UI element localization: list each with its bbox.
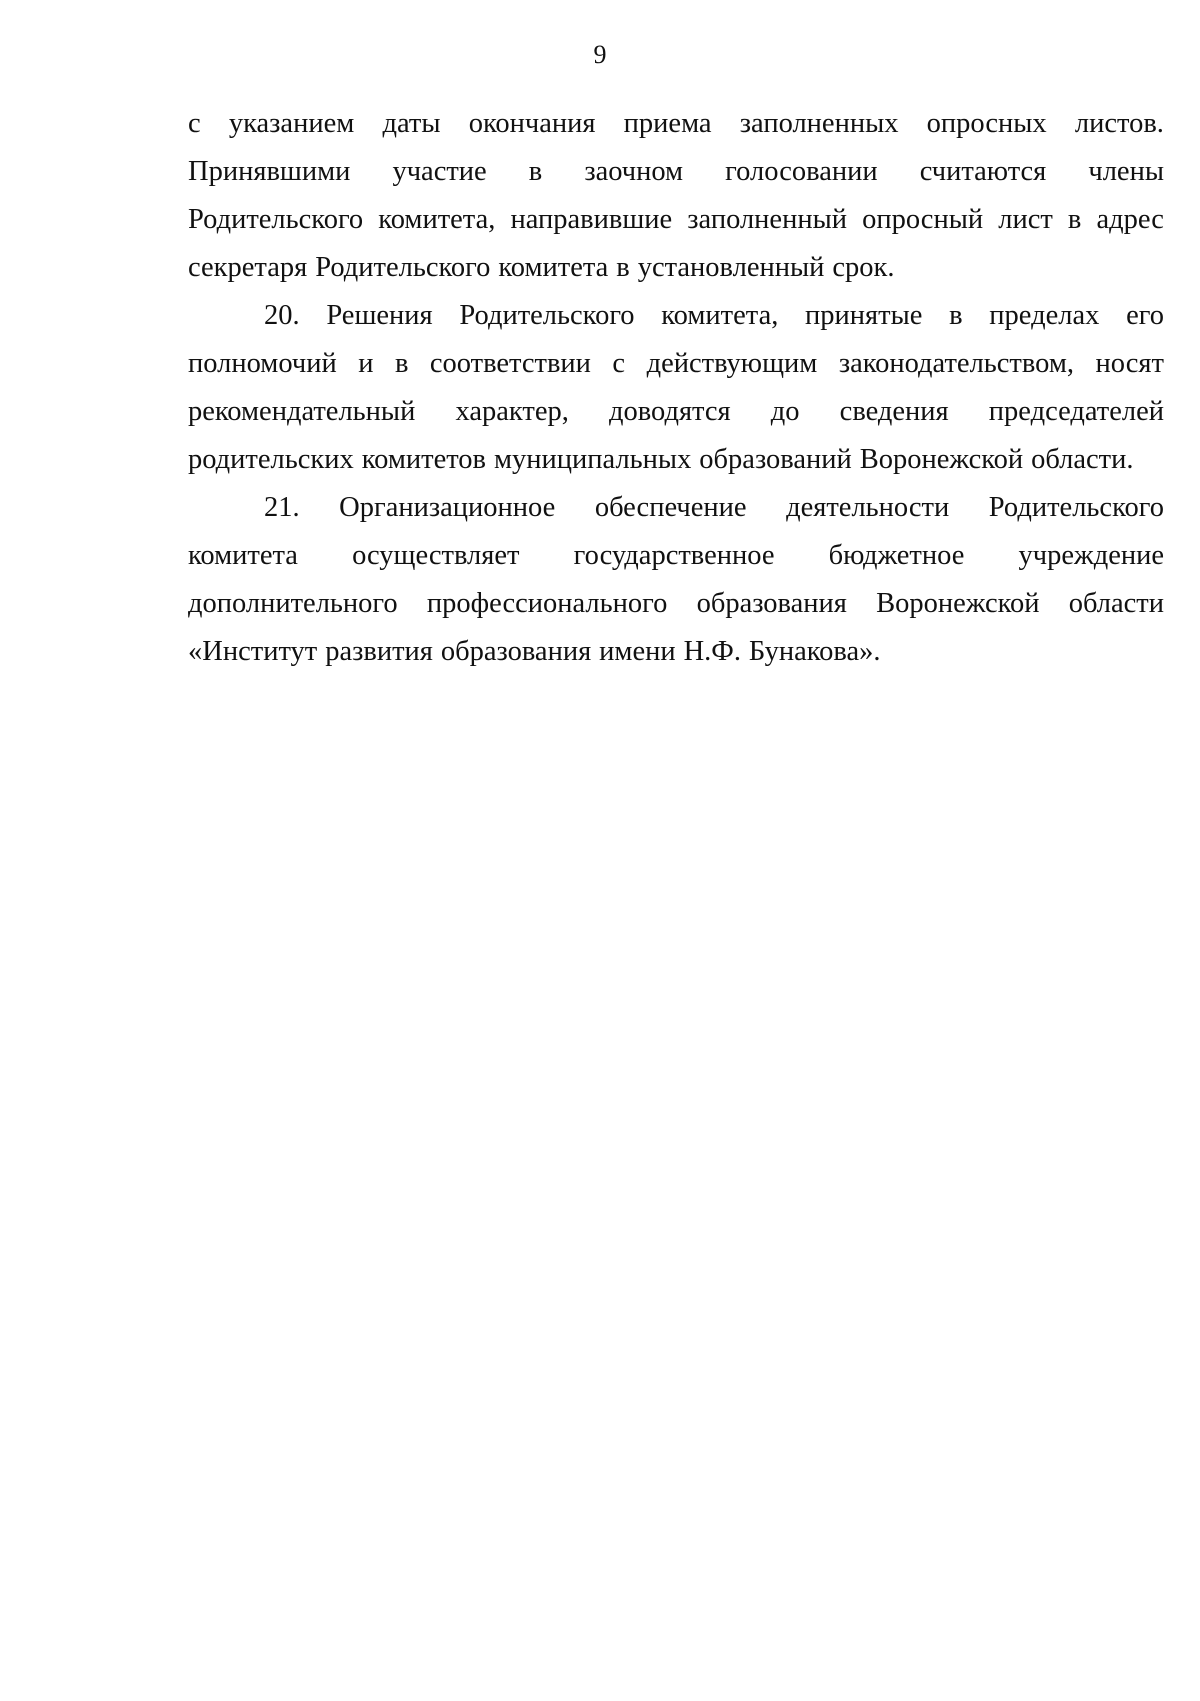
text-line <box>188 484 1164 532</box>
word: Родительского <box>315 252 491 283</box>
word: направившие <box>510 204 673 235</box>
word: образований <box>699 444 852 475</box>
word: лист <box>998 204 1053 235</box>
word: «Институт <box>188 636 318 667</box>
word: в <box>1067 204 1082 235</box>
word: государственное <box>573 540 775 571</box>
word: с <box>188 108 201 139</box>
word: комитетов <box>361 444 487 475</box>
word: комитета <box>498 252 609 283</box>
word: окончания <box>468 108 596 139</box>
text-line <box>188 436 1164 484</box>
word: до <box>770 396 800 427</box>
text-line <box>188 388 1164 436</box>
word: заполненных <box>739 108 899 139</box>
word: и <box>358 348 374 379</box>
word: его <box>1126 300 1164 331</box>
word: учреждение <box>1018 540 1164 571</box>
word: Организационное <box>339 492 556 523</box>
word: приема <box>623 108 712 139</box>
text-line <box>188 532 1164 580</box>
word: заполненный <box>687 204 847 235</box>
word: листов. <box>1074 108 1164 139</box>
word: деятельности <box>786 492 950 523</box>
text-line <box>188 244 1164 292</box>
text-line <box>188 580 1164 628</box>
word: осуществляет <box>352 540 520 571</box>
document-body <box>188 100 1164 676</box>
word: Родительского <box>988 492 1164 523</box>
text-line <box>188 148 1164 196</box>
word: имени <box>599 636 676 667</box>
word: дополнительного <box>188 588 398 619</box>
word: обеспечение <box>594 492 747 523</box>
text-line <box>188 196 1164 244</box>
word: полномочий <box>188 348 337 379</box>
word: образования <box>440 636 592 667</box>
word: действующим <box>646 348 818 379</box>
word: комитета, <box>661 300 779 331</box>
word: пределах <box>989 300 1100 331</box>
word: рекомендательный <box>188 396 416 427</box>
text-line <box>188 628 1164 676</box>
word: Родительского <box>188 204 364 235</box>
word: Родительского <box>459 300 635 331</box>
page-number: 9 <box>593 40 607 69</box>
text-line <box>188 340 1164 388</box>
word: принятые <box>805 300 923 331</box>
word: носят <box>1095 348 1164 379</box>
word: 21. <box>264 492 300 523</box>
word: комитета, <box>378 204 496 235</box>
word: даты <box>382 108 441 139</box>
word: Н.Ф. <box>683 636 741 667</box>
word: характер, <box>455 396 569 427</box>
word: председателей <box>988 396 1164 427</box>
word: Воронежской <box>876 588 1040 619</box>
word: считаются <box>919 156 1047 187</box>
word: адрес <box>1096 204 1164 235</box>
word: участие <box>392 156 487 187</box>
word: сведения <box>839 396 949 427</box>
word: опросных <box>926 108 1047 139</box>
word: муниципальных <box>494 444 692 475</box>
word: доводятся <box>609 396 731 427</box>
word: профессионального <box>426 588 668 619</box>
word: в <box>949 300 963 331</box>
word: в <box>528 156 543 187</box>
word: соответствии <box>429 348 591 379</box>
word: комитета <box>188 540 298 571</box>
word: голосовании <box>725 156 878 187</box>
word: развития <box>325 636 433 667</box>
word: срок. <box>832 252 895 283</box>
word: Решения <box>326 300 433 331</box>
word: установленный <box>637 252 825 283</box>
word: Воронежской <box>859 444 1024 475</box>
word: 20. <box>264 300 300 331</box>
word: области <box>1068 588 1164 619</box>
word: Принявшими <box>188 156 351 187</box>
word: законодательством, <box>838 348 1075 379</box>
text-line <box>188 292 1164 340</box>
word: бюджетное <box>828 540 965 571</box>
word: опросный <box>862 204 984 235</box>
word: члены <box>1088 156 1164 187</box>
word: с <box>612 348 626 379</box>
word: родительских <box>188 444 354 475</box>
word: области. <box>1031 444 1134 475</box>
word: секретаря <box>188 252 308 283</box>
word: образования <box>696 588 847 619</box>
word: в <box>616 252 630 283</box>
text-line <box>188 100 1164 148</box>
word: в <box>394 348 409 379</box>
word: Бунакова». <box>748 636 881 667</box>
word: указанием <box>228 108 355 139</box>
word: заочном <box>584 156 684 187</box>
